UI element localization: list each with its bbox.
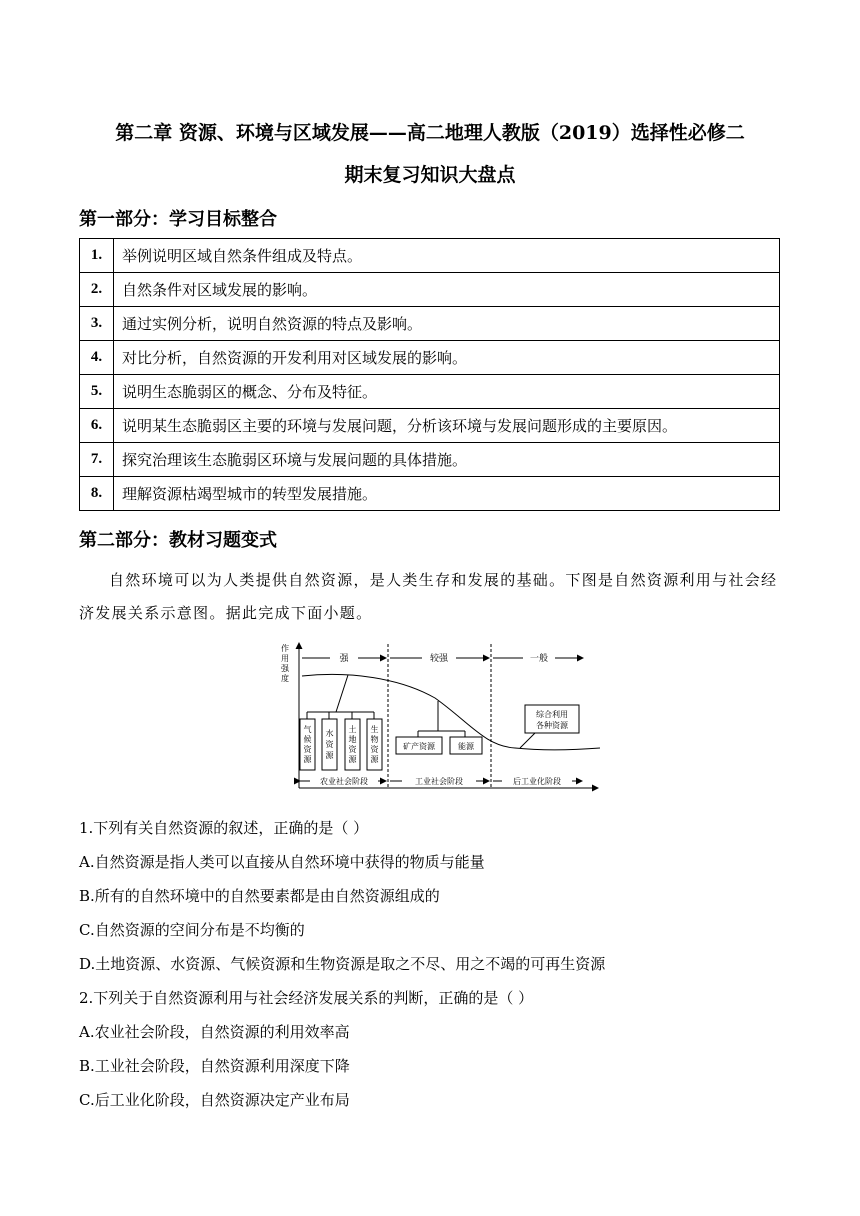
document-title-line1: 第二章 资源、环境与区域发展——高二地理人教版（2019）选择性必修二	[115, 122, 745, 144]
box-char: 物	[370, 735, 379, 744]
resource-use-diagram	[270, 638, 610, 800]
row-number: 4.	[80, 341, 114, 375]
question-2-option-b: B.工业社会阶段，自然资源利用深度下降	[79, 1057, 350, 1075]
table-row	[80, 273, 780, 307]
row-text: 说明生态脆弱区的概念、分布及特征。	[114, 375, 780, 409]
box-char: 地	[348, 735, 357, 744]
row-text: 探究治理该生态脆弱区环境与发展问题的具体措施。	[114, 443, 780, 477]
question-1: 1.下列有关自然资源的叙述，正确的是（ ）	[79, 819, 369, 837]
table-row	[80, 239, 780, 273]
part2-heading: 第二部分：教材习题变式	[79, 530, 277, 551]
box-char: 水	[325, 729, 334, 738]
y-axis-label-char: 作	[281, 644, 289, 653]
stage-label-industrial: 工业社会阶段	[415, 777, 463, 786]
row-number: 6.	[80, 409, 114, 443]
box-char: 资	[370, 745, 379, 754]
zone-label-strong: 强	[339, 654, 349, 664]
box-char: 源	[325, 751, 334, 760]
box-label-line: 各种资源	[536, 721, 568, 730]
question-1-option-a: A.自然资源是指人类可以直接从自然环境中获得的物质与能量	[79, 853, 485, 871]
box-label-energy: 能源	[458, 742, 474, 751]
zone-label-medium: 较强	[429, 654, 449, 664]
row-text: 通过实例分析，说明自然资源的特点及影响。	[114, 307, 780, 341]
row-text: 自然条件对区域发展的影响。	[114, 273, 780, 307]
box-char: 土	[348, 725, 357, 734]
table-row	[80, 477, 780, 511]
question-2-option-c: C.后工业化阶段，自然资源决定产业布局	[79, 1091, 350, 1109]
question-2-option-a: A.农业社会阶段，自然资源的利用效率高	[79, 1023, 350, 1041]
box-char: 资	[348, 745, 357, 754]
part1-heading: 第一部分：学习目标整合	[79, 209, 277, 230]
intro-paragraph: 自然环境可以为人类提供自然资源，是人类生存和发展的基础。下图是自然资源利用与社会经济发展关系示意图。据此完成下面小题。	[79, 571, 778, 622]
box-char: 候	[303, 735, 312, 744]
box-char: 源	[348, 755, 357, 764]
question-2: 2.下列关于自然资源利用与社会经济发展关系的判断，正确的是（ ）	[79, 989, 534, 1007]
box-char: 生	[370, 725, 379, 734]
row-number: 1.	[80, 239, 114, 273]
objectives-table	[79, 238, 780, 511]
row-text: 举例说明区域自然条件组成及特点。	[114, 239, 780, 273]
document-title-line2: 期末复习知识大盘点	[344, 164, 516, 186]
y-axis-label-char: 强	[281, 664, 289, 673]
table-row	[80, 443, 780, 477]
y-axis-label-char: 用	[281, 654, 289, 663]
row-text: 理解资源枯竭型城市的转型发展措施。	[114, 477, 780, 511]
box-char: 资	[325, 740, 334, 749]
row-number: 2.	[80, 273, 114, 307]
box-char: 资	[303, 745, 312, 754]
table-row	[80, 409, 780, 443]
zone-label-general: 一般	[529, 654, 549, 664]
y-axis-label-char: 度	[281, 674, 289, 683]
connector-line	[520, 733, 535, 748]
box-label-line: 综合利用	[536, 710, 568, 719]
box-char: 源	[303, 755, 312, 764]
box-char: 气	[303, 725, 312, 734]
row-number: 7.	[80, 443, 114, 477]
connector-line	[336, 675, 348, 712]
row-number: 8.	[80, 477, 114, 511]
row-number: 5.	[80, 375, 114, 409]
question-1-option-c: C.自然资源的空间分布是不均衡的	[79, 921, 305, 939]
table-row	[80, 307, 780, 341]
row-text: 对比分析，自然资源的开发利用对区域发展的影响。	[114, 341, 780, 375]
table-row	[80, 375, 780, 409]
box-char: 源	[370, 755, 379, 764]
stage-label-post-industrial: 后工业化阶段	[513, 777, 561, 786]
table-row	[80, 341, 780, 375]
row-text: 说明某生态脆弱区主要的环境与发展问题，分析该环境与发展问题形成的主要原因。	[114, 409, 780, 443]
row-number: 3.	[80, 307, 114, 341]
question-1-option-b: B.所有的自然环境中的自然要素都是由自然资源组成的	[79, 887, 440, 905]
stage-label-agriculture: 农业社会阶段	[320, 777, 368, 786]
question-1-option-d: D.土地资源、水资源、气候资源和生物资源是取之不尽、用之不竭的可再生资源	[79, 955, 606, 973]
box-label-mineral: 矿产资源	[403, 742, 435, 751]
